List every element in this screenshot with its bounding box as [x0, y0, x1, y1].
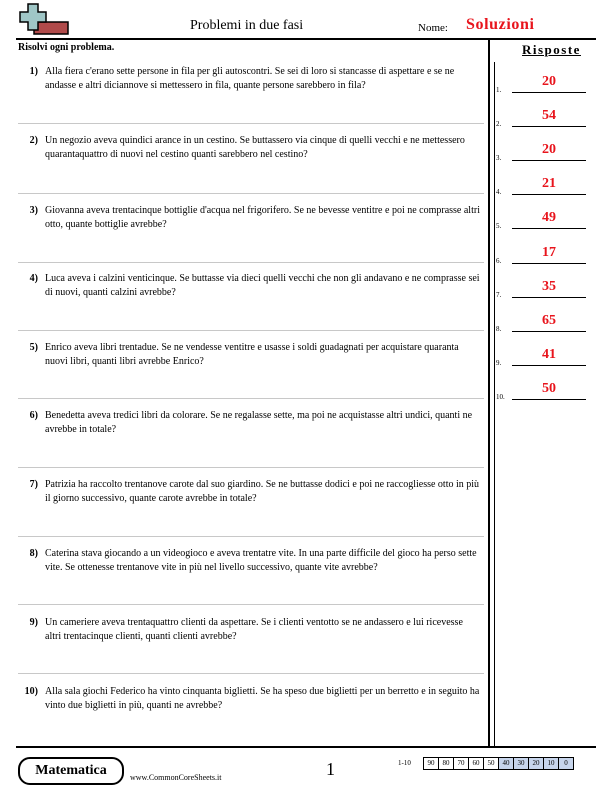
problem-separator — [18, 467, 484, 468]
problem-separator — [18, 262, 484, 263]
answer-line — [512, 365, 586, 366]
answer-10 — [496, 375, 596, 401]
subject-badge: Matematica — [18, 757, 124, 785]
answer-value: 50 — [542, 381, 556, 396]
answer-value: 65 — [542, 313, 556, 328]
score-table — [398, 757, 574, 769]
answer-4 — [496, 170, 596, 196]
problem-number: 4) — [29, 273, 38, 284]
answer-value: 35 — [542, 279, 556, 294]
answer-3 — [496, 136, 596, 162]
problem-text: Un negozio aveva quindici arance in un cestino. Se buttassero via cinque di quelli vecchi e ne mettessero quarantaquattro di nuovi nel cestino quanti sarebbero nel cestino? — [45, 135, 465, 160]
problem-text: Un cameriere aveva trentaquattro clienti da aspettare. Se i clienti ventotto se ne andassero e lui ricevesse altri trentacinque clienti, quanti clienti avrebbe? — [45, 617, 463, 642]
score-range: 1-10 — [398, 759, 411, 767]
column-divider — [488, 40, 490, 746]
solutions-label: Soluzioni — [466, 16, 535, 33]
answer-value: 49 — [542, 210, 556, 225]
answer-1 — [496, 68, 596, 94]
answer-label: 10. — [496, 393, 505, 401]
answer-line — [512, 228, 586, 229]
answer-value: 54 — [542, 108, 556, 123]
problem-number: 2) — [29, 135, 38, 146]
problem-number: 6) — [29, 410, 38, 421]
answer-label: 5. — [496, 222, 502, 230]
answer-line — [512, 297, 586, 298]
answer-label: 4. — [496, 188, 502, 196]
problem-separator — [18, 673, 484, 674]
answer-label: 8. — [496, 325, 502, 333]
answer-label: 3. — [496, 154, 502, 162]
score-cell: 80 — [438, 757, 454, 770]
page-number: 1 — [326, 759, 335, 779]
answer-line — [512, 160, 586, 161]
problem-separator — [18, 536, 484, 537]
problem-text: Alla sala giochi Federico ha vinto cinquanta biglietti. Se ha speso due biglietti per un berretto e in seguito ha vinto due biglietti in più, quanti ne avrebbe? — [45, 686, 480, 711]
problem-separator — [18, 193, 484, 194]
score-cell: 10 — [543, 757, 559, 770]
page-title: Problemi in due fasi — [190, 18, 304, 33]
answer-7 — [496, 273, 596, 299]
bottom-divider — [16, 746, 596, 748]
problem-text: Giovanna aveva trentacinque bottiglie d'acqua nel frigorifero. Se ne bevesse ventitre e poi ne comprasse altri otto, quante bottiglie avrebbe? — [45, 205, 480, 230]
problem-text: Patrizia ha raccolto trentanove carote dal suo giardino. Se ne buttasse dodici e poi ne raccogliesse otto in più il giorno successivo, quante carote avrebbe in totale? — [45, 479, 480, 504]
answer-label: 6. — [496, 257, 502, 265]
answer-line — [512, 126, 586, 127]
problem-text: Benedetta aveva tredici libri da colorare. Se ne regalasse sette, ma poi ne acquistasse altri undici, quanti ne avrebbe in totale? — [45, 410, 473, 435]
answer-line — [512, 194, 586, 195]
plus-minus-logo-icon — [18, 2, 74, 38]
answer-line — [512, 331, 586, 332]
answer-label: 1. — [496, 86, 502, 94]
problem-separator — [18, 604, 484, 605]
answer-label: 2. — [496, 120, 502, 128]
problem-number: 9) — [29, 617, 38, 628]
score-cell: 60 — [468, 757, 484, 770]
problem-separator — [18, 398, 484, 399]
score-cell: 0 — [558, 757, 574, 770]
answers-heading: Risposte — [522, 42, 581, 57]
column-divider-inner — [494, 62, 495, 746]
answer-value: 20 — [542, 74, 556, 89]
problem-number: 1) — [29, 66, 38, 77]
answer-value: 21 — [542, 176, 556, 191]
answer-line — [512, 263, 586, 264]
answer-5 — [496, 204, 596, 230]
problem-text: Caterina stava giocando a un videogioco e aveva trentatre vite. In una parte difficile del gioco ha perso sette vite. Se ottenesse trentanove vite in più nel livello successivo, quante vite avrebbe? — [45, 548, 477, 573]
answer-value: 20 — [542, 142, 556, 157]
score-cell: 70 — [453, 757, 469, 770]
answer-line — [512, 399, 586, 400]
problem-text: Alla fiera c'erano sette persone in fila per gli autoscontri. Se sei di loro si stancasse di aspettare e se ne andasse e altri diciannove si mettessero in fila, quante persone sarebbero in fila? — [45, 66, 455, 91]
problem-number: 10) — [24, 686, 38, 697]
problem-text: Enrico aveva libri trentadue. Se ne vendesse ventitre e usasse i soldi guadagnati per acquistare quaranta nuovi libri, quanti libri avrebbe Enrico? — [45, 342, 459, 367]
answer-label: 9. — [496, 359, 502, 367]
problem-number: 7) — [29, 479, 38, 490]
problem-number: 8) — [29, 548, 38, 559]
answer-8 — [496, 307, 596, 333]
top-divider — [16, 38, 596, 40]
problem-separator — [18, 123, 484, 124]
answer-value: 17 — [542, 245, 556, 260]
problem-number: 5) — [29, 342, 38, 353]
problem-text: Luca aveva i calzini venticinque. Se buttasse via dieci quelli vecchi che non gli andavano e ne comprasse sei di nuovi, quanti calzini avrebbe? — [45, 273, 480, 298]
score-cell: 40 — [498, 757, 514, 770]
answer-line — [512, 92, 586, 93]
score-cell: 50 — [483, 757, 499, 770]
website-link[interactable]: www.CommonCoreSheets.it — [130, 773, 222, 782]
answer-value: 41 — [542, 347, 556, 362]
score-cell: 30 — [513, 757, 529, 770]
answer-6 — [496, 239, 596, 265]
score-cell: 20 — [528, 757, 544, 770]
answer-label: 7. — [496, 291, 502, 299]
name-label: Nome: — [418, 22, 448, 34]
problem-number: 3) — [29, 205, 38, 216]
answer-2 — [496, 102, 596, 128]
problem-separator — [18, 330, 484, 331]
instructions: Risolvi ogni problema. — [18, 42, 115, 53]
answer-9 — [496, 341, 596, 367]
score-cell: 90 — [423, 757, 439, 770]
